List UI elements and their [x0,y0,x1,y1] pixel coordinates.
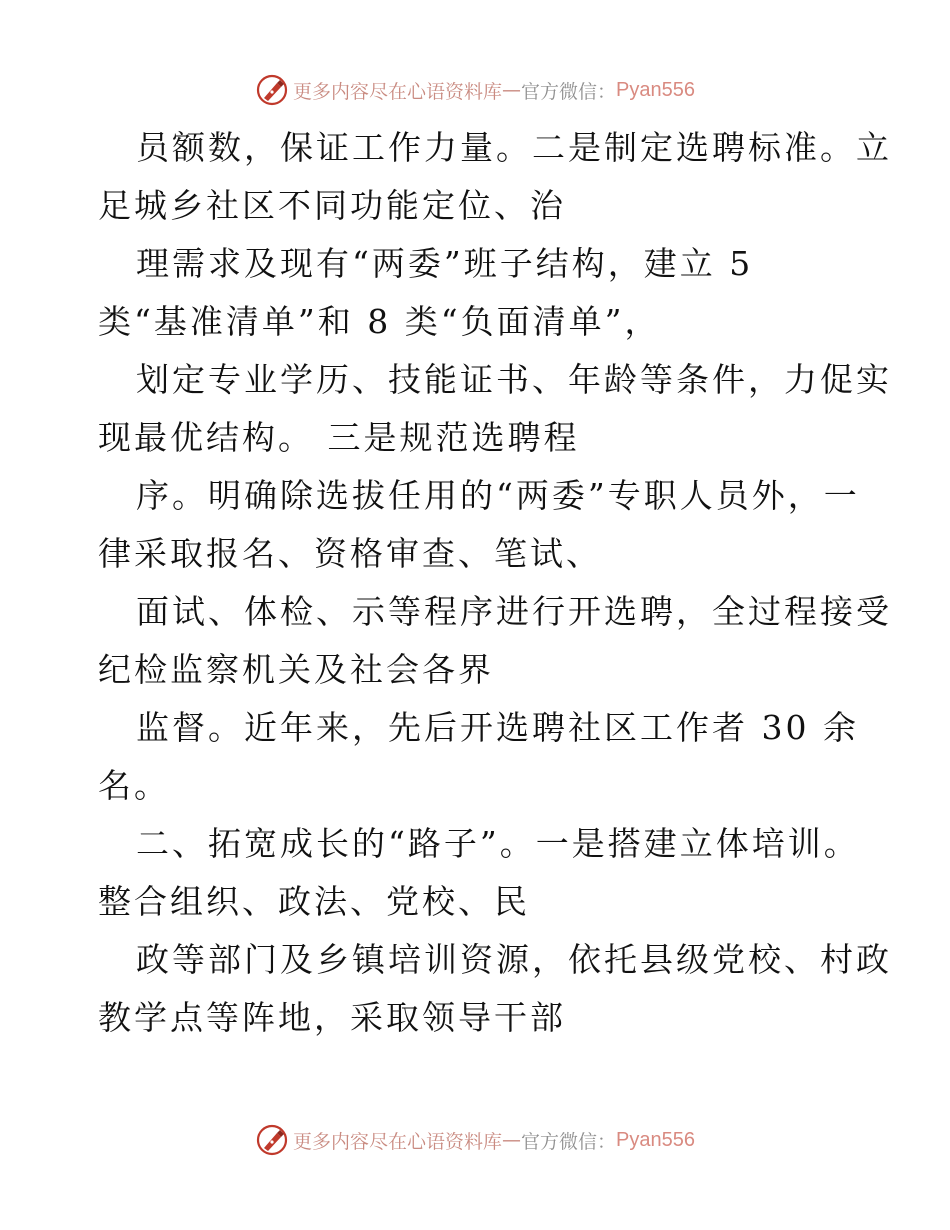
header-wechat-id: Pyan556 [616,78,695,101]
body-line: 整合组织、政法、党校、民 [98,882,530,921]
footer-site-text: 更多内容尽在心语资料库 [293,1130,503,1153]
body-line: 教学点等阵地，采取领导干部 [98,998,566,1037]
footer-official-label: 官方微信： [521,1130,617,1153]
pen-nib-logo-icon [255,1123,289,1157]
body-line: 序。明确除选拔任用的“两委”专职人员外，一 [136,476,860,515]
body-line: 足城乡社区不同功能定位、治 [98,186,566,225]
header-official-label: 官方微信： [521,80,617,103]
body-line: 二、拓宽成长的“路子”。一是搭建立体培训。 [136,824,860,863]
body-line: 员额数，保证工作力量。二是制定选聘标准。立 [136,128,892,167]
body-line: 理需求及现有“两委”班子结构，建立 5 [136,244,754,283]
footer-wechat-id: Pyan556 [616,1128,695,1151]
body-line: 类“基准清单”和 8 类“负面清单”， [98,302,661,341]
body-line: 现最优结构。 三是规范选聘程 [98,418,580,457]
body-line: 律采取报名、资格审查、笔试、 [98,534,602,573]
header-banner [0,70,950,110]
body-line: 面试、体检、示等程序进行开选聘，全过程接受 [136,592,892,631]
body-line: 划定专业学历、技能证书、年龄等条件，力促实 [136,360,892,399]
body-line: 名。 [98,766,170,805]
header-separator: — [502,79,522,101]
header-site-text: 更多内容尽在心语资料库 [293,80,503,103]
footer-banner [0,1120,950,1160]
body-line: 政等部门及乡镇培训资源，依托县级党校、村政 [136,940,892,979]
footer-separator: — [502,1129,522,1151]
pen-nib-logo-icon [255,73,289,107]
body-line: 纪检监察机关及社会各界 [98,650,494,689]
body-line: 监督。近年来，先后开选聘社区工作者 30 余 [136,708,859,747]
